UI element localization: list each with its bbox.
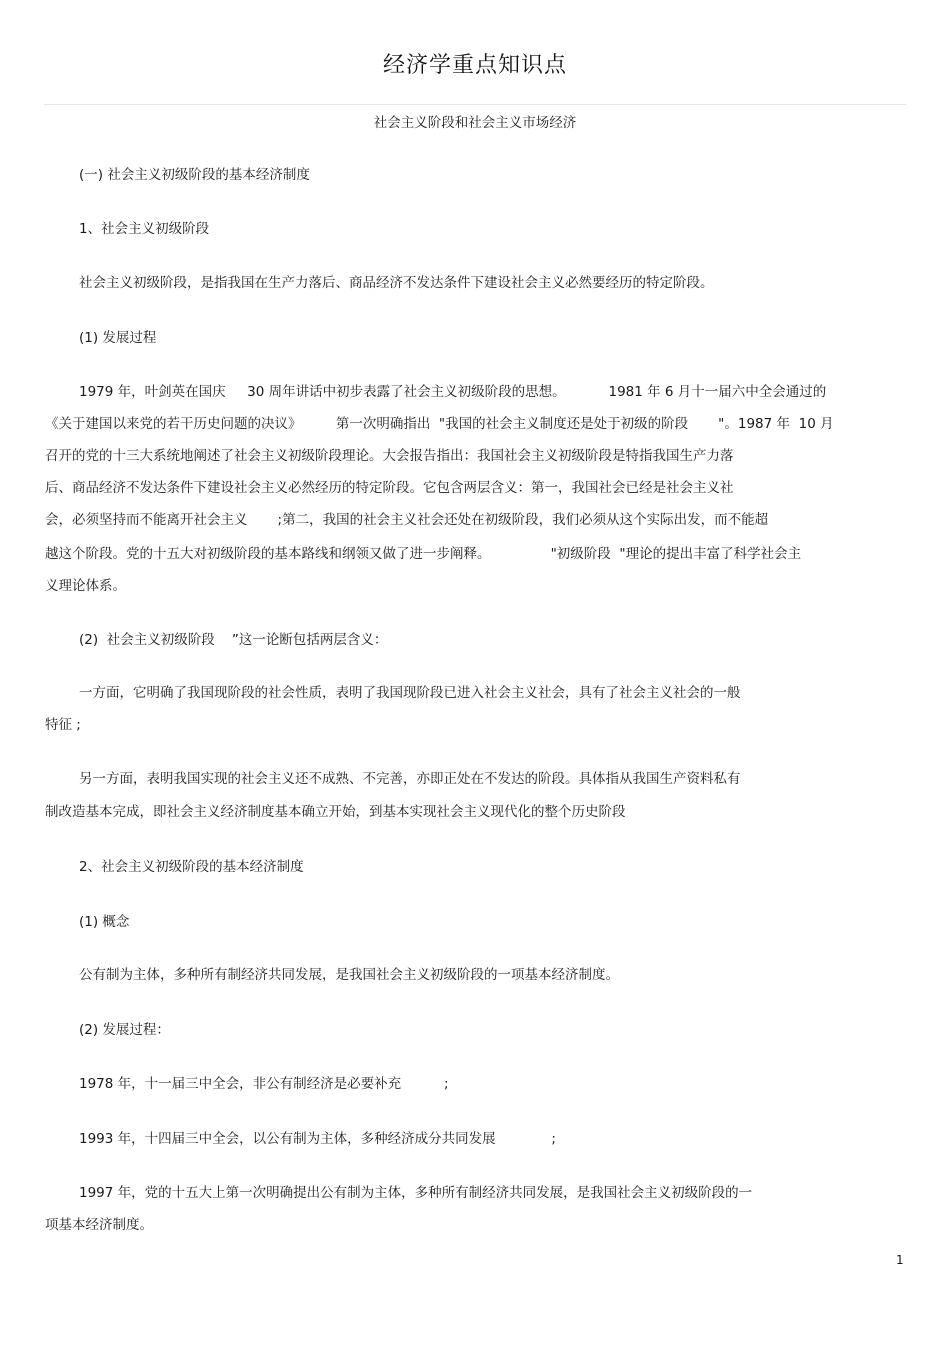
paragraph-line: 义理论体系。 [45,578,126,594]
paragraph-line: 1978 年，十一届三中全会，非公有制经济是必要补充 ; [79,1076,449,1092]
paragraph-line: 1993 年，十四届三中全会，以公有制为主体，多种经济成分共同发展 ; [79,1131,556,1147]
document-title: 经济学重点知识点 [382,53,567,78]
paragraph-line: 后、商品经济不发达条件下建设社会主义必然经历的特定阶段。它包含两层含义：第一，我国社会已经是社会主义社 [45,480,734,496]
item-heading: (1) 概念 [79,914,130,930]
paragraph-line: 一方面，它明确了我国现阶段的社会性质，表明了我国现阶段已进入社会主义社会，具有了社会主义社会的一般 [79,685,741,701]
page-number: 1 [896,1253,904,1267]
item-heading: (2) 社会主义初级阶段 ”这一论断包括两层含义： [79,632,388,648]
paragraph-line: 另一方面，表明我国实现的社会主义还不成熟、不完善，亦即正处在不发达的阶段。具体指从我国生产资料私有 [79,771,741,787]
paragraph-line: 会，必须坚持而不能离开社会主义 ;第二，我国的社会主义社会还处在初级阶段，我们必须从这个实际出发，而不能超 [45,512,769,528]
paragraph-line: 特征 ; [45,717,81,733]
paragraph-line: 制改造基本完成，即社会主义经济制度基本确立开始，到基本实现社会主义现代化的整个历史阶段 [45,804,626,820]
paragraph-line: 1997 年，党的十五大上第一次明确提出公有制为主体，多种所有制经济共同发展，是我国社会主义初级阶段的一 [79,1185,753,1201]
section-heading: (一) 社会主义初级阶段的基本经济制度 [79,167,310,183]
paragraph-line: 社会主义初级阶段，是指我国在生产力落后、商品经济不发达条件下建设社会主义必然要经历的特定阶段。 [79,275,714,291]
title-divider [44,104,906,105]
item-heading: (2) 发展过程： [79,1022,170,1038]
paragraph-line: 公有制为主体，多种所有制经济共同发展，是我国社会主义初级阶段的一项基本经济制度。 [79,967,619,983]
item-heading: (1) 发展过程 [79,330,157,346]
paragraph-line: 越这个阶段。党的十五大对初级阶段的基本路线和纲领又做了进一步阐释。 "初级阶段 "理论的提出丰富了科学社会主 [45,546,802,562]
paragraph-line: 1979 年，叶剑英在国庆 30 周年讲话中初步表露了社会主义初级阶段的思想。 1981 年 6 月十一届六中全会通过的 [79,384,827,400]
subsection-heading: 1、社会主义初级阶段 [79,221,210,237]
subsection-heading: 2、社会主义初级阶段的基本经济制度 [79,859,304,875]
paragraph-line: 召开的党的十三大系统地阐述了社会主义初级阶段理论。大会报告指出：我国社会主义初级阶段是特指我国生产力落 [45,448,734,464]
document-subtitle: 社会主义阶段和社会主义市场经济 [373,115,577,131]
paragraph-line: 《关于建国以来党的若干历史问题的决议》 第一次明确指出 "我国的社会主义制度还是处于初级的阶段 "。1987 年 10 月 [45,416,834,432]
paragraph-line: 项基本经济制度。 [45,1217,153,1233]
